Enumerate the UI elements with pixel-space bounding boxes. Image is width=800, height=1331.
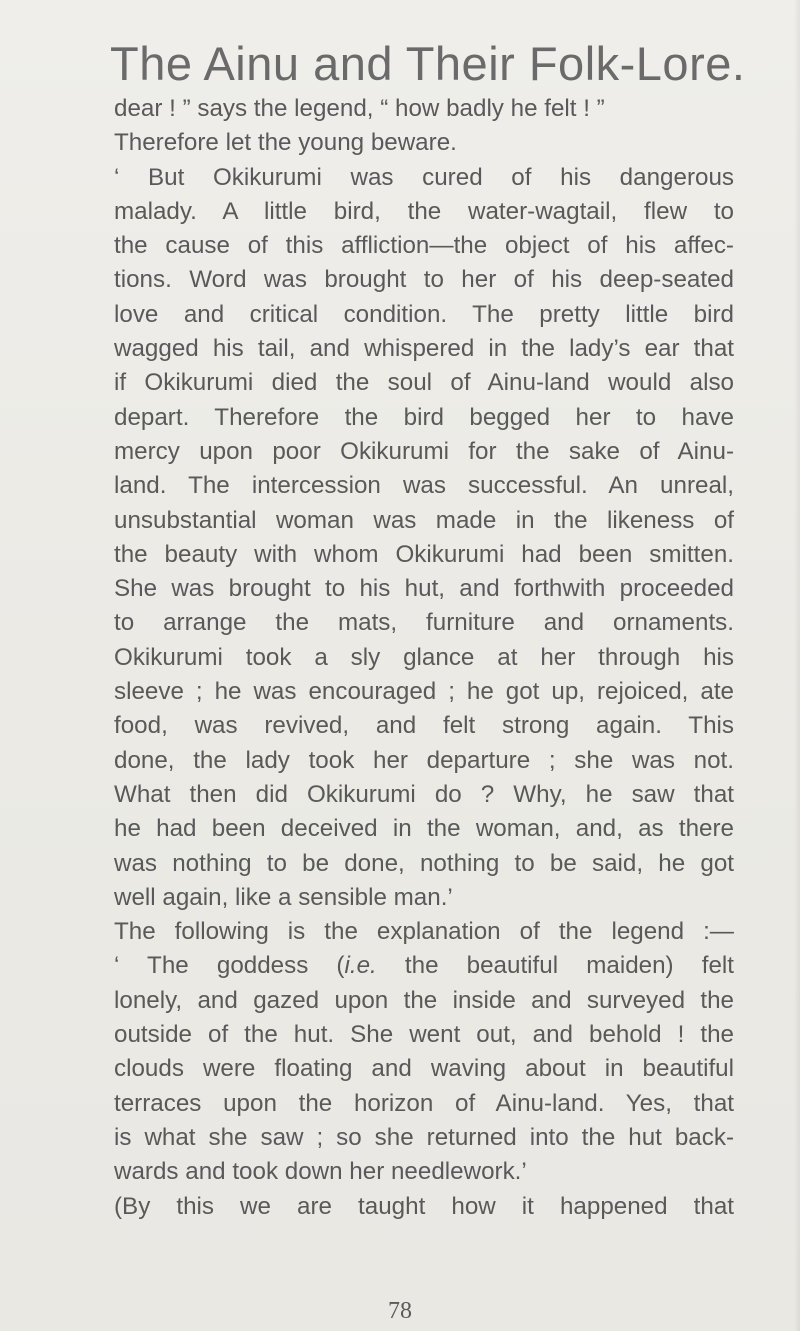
text-line: terraces upon the horizon of Ainu-land. Yes, that	[114, 1089, 734, 1117]
text-line: to arrange the mats, furniture and ornaments.	[114, 609, 734, 637]
text-line: dear ! ” says the legend, “ how badly he felt ! ”	[114, 95, 605, 122]
text-line: Therefore let the young beware.	[114, 129, 457, 157]
text-line: sleeve ; he was encouraged ; he got up, rejoiced, ate	[114, 678, 734, 706]
text-line: was nothing to be done, nothing to be said, he got	[114, 849, 734, 877]
text-line: he had been deceived in the woman, and, as there	[114, 815, 734, 843]
page-number: 78	[388, 1298, 412, 1324]
text-line: lonely, and gazed upon the inside and surveyed the	[114, 986, 734, 1014]
text-line: (By this we are taught how it happened that	[114, 1192, 734, 1220]
abbreviation-ie: i.e.	[344, 952, 377, 980]
text-line: love and critical condition. The pretty little bird	[114, 300, 734, 328]
text-line: malady. A little bird, the water-wagtail, flew to	[114, 197, 734, 225]
text-line: mercy upon poor Okikurumi for the sake of Ainu-	[114, 437, 734, 465]
text-line: She was brought to his hut, and forthwith proceeded	[114, 575, 734, 603]
text-line: well again, like a sensible man.’	[114, 883, 453, 911]
text-line: is what she saw ; so she returned into the hut back-	[114, 1123, 734, 1151]
text-line: The following is the explanation of the legend :—	[114, 918, 734, 946]
text-line: if Okikurumi died the soul of Ainu-land would also	[114, 369, 734, 397]
text-line: clouds were floating and waving about in beautiful	[114, 1055, 734, 1083]
text-line: done, the lady took her departure ; she was not.	[114, 746, 734, 774]
text-line: wards and took down her needlework.’	[114, 1158, 527, 1186]
text-line: ‘ The goddess (i.e. the beautiful maiden) felt	[114, 952, 734, 980]
text-line: unsubstantial woman was made in the likeness of	[114, 506, 734, 534]
text-line: wagged his tail, and whispered in the lady’s ear that	[114, 335, 734, 363]
text-line: Okikurumi took a sly glance at her through his	[114, 643, 734, 671]
text-line: food, was revived, and felt strong again. This	[114, 712, 734, 740]
text-line: What then did Okikurumi do ? Why, he saw that	[114, 780, 734, 808]
text-line: the beauty with whom Okikurumi had been smitten.	[114, 540, 734, 568]
text-line: depart. Therefore the bird begged her to have	[114, 403, 734, 431]
text-line: ‘ But Okikurumi was cured of his dangerous	[114, 163, 734, 191]
text-line: outside of the hut. She went out, and behold ! the	[114, 1021, 734, 1049]
text-line: the cause of this affliction—the object of his affec-	[114, 232, 734, 260]
text-line: land. The intercession was successful. An unreal,	[114, 472, 734, 500]
body-text	[114, 92, 734, 1224]
page-edge-shadow	[794, 0, 800, 1331]
running-head: The Ainu and Their Folk-Lore.	[110, 37, 746, 90]
text-line: tions. Word was brought to her of his deep-seated	[114, 266, 734, 294]
